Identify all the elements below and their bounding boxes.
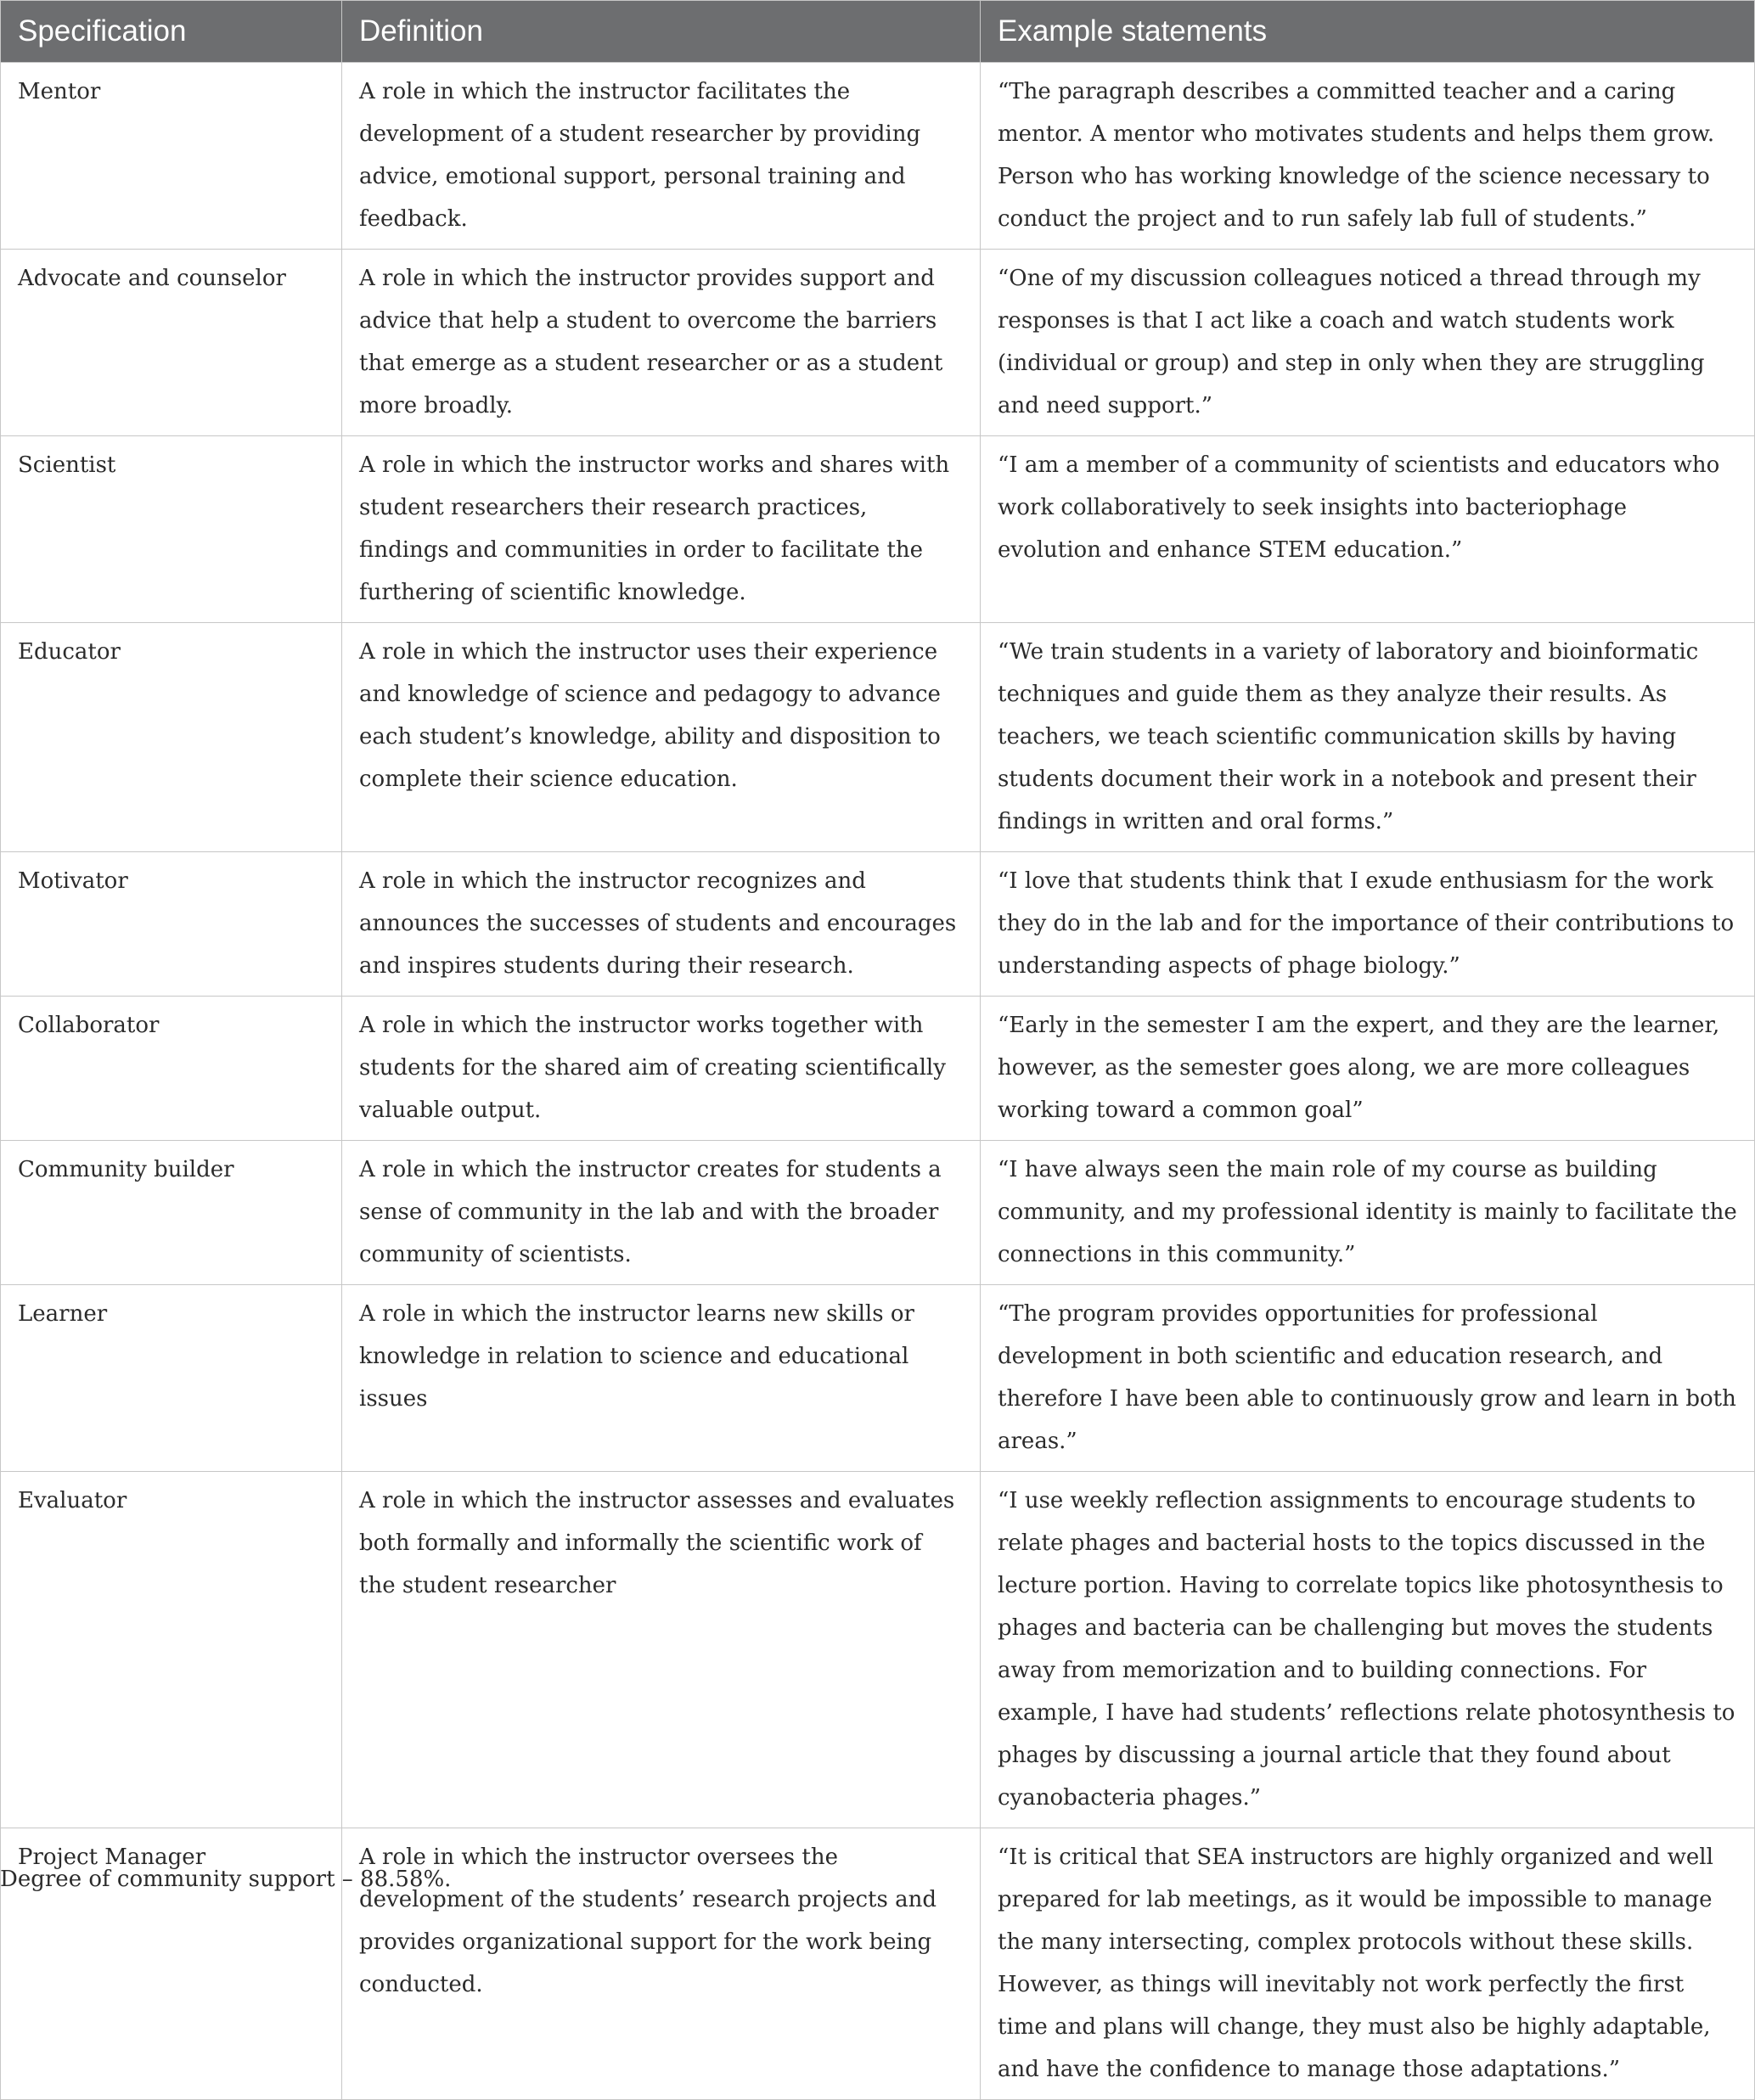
table-body	[1, 63, 1755, 2100]
table-row	[1, 63, 1755, 250]
cell-example: “I have always seen the main role of my course as building community, and my professional identity is mainly to facilitate the connections in this community.”	[981, 1141, 1755, 1285]
table-row	[1, 1141, 1755, 1285]
table-row	[1, 250, 1755, 436]
cell-specification: Community builder	[1, 1141, 342, 1285]
cell-example: “I am a member of a community of scientists and educators who work collaboratively to seek insights into bacteriophage evolution and enhance STEM education.”	[981, 436, 1755, 623]
cell-specification: Motivator	[1, 852, 342, 997]
cell-definition: A role in which the instructor provides support and advice that help a student to overcome the barriers that emerge as a student researcher or as a student more broadly.	[342, 250, 981, 436]
cell-definition: A role in which the instructor facilitates the development of a student researcher by providing advice, emotional support, personal training and feedback.	[342, 63, 981, 250]
cell-definition: A role in which the instructor creates for students a sense of community in the lab and with the broader community of scientists.	[342, 1141, 981, 1285]
cell-definition: A role in which the instructor works together with students for the shared aim of creating scientifically valuable output.	[342, 997, 981, 1141]
cell-example: “One of my discussion colleagues noticed a thread through my responses is that I act like a coach and watch students work (individual or group) and step in only when they are struggling and need support.”	[981, 250, 1755, 436]
table-row	[1, 852, 1755, 997]
header-example-statements: Example statements	[981, 1, 1755, 63]
cell-specification: Scientist	[1, 436, 342, 623]
cell-example: “I love that students think that I exude enthusiasm for the work they do in the lab and for the importance of their contributions to understanding aspects of phage biology.”	[981, 852, 1755, 997]
header-definition: Definition	[342, 1, 981, 63]
cell-example: “We train students in a variety of laboratory and bioinformatic techniques and guide them as they analyze their results. As teachers, we teach scientific communication skills by having students document their work in a notebook and present their findings in written and oral forms.”	[981, 623, 1755, 852]
cell-specification: Mentor	[1, 63, 342, 250]
table-row	[1, 1285, 1755, 1472]
cell-specification: Educator	[1, 623, 342, 852]
table-header	[1, 1, 1755, 63]
cell-specification: Evaluator	[1, 1472, 342, 1828]
cell-specification: Project Manager	[1, 1828, 342, 2100]
cell-definition: A role in which the instructor recognizes and announces the successes of students and encourages and inspires students during their research.	[342, 852, 981, 997]
table-footnote: Degree of community support – 88.58%.	[0, 1867, 452, 1892]
cell-example: “Early in the semester I am the expert, and they are the learner, however, as the semester goes along, we are more colleagues working toward a common goal”	[981, 997, 1755, 1141]
table-row	[1, 1472, 1755, 1828]
header-row	[1, 1, 1755, 63]
cell-example: “It is critical that SEA instructors are highly organized and well prepared for lab meetings, as it would be impossible to manage the many intersecting, complex protocols without these skills. However, as things will inevitably not work perfectly the first time and plans will change, they must also be highly adaptable, and have the confidence to manage those adaptations.”	[981, 1828, 1755, 2100]
cell-definition: A role in which the instructor uses their experience and knowledge of science and pedagogy to advance each student’s knowledge, ability and disposition to complete their science education.	[342, 623, 981, 852]
cell-example: “The program provides opportunities for professional development in both scientific and education research, and therefore I have been able to continuously grow and learn in both areas.”	[981, 1285, 1755, 1472]
table-row	[1, 997, 1755, 1141]
cell-specification: Collaborator	[1, 997, 342, 1141]
table-row	[1, 436, 1755, 623]
cell-definition: A role in which the instructor works and shares with student researchers their research practices, findings and communities in order to facilitate the furthering of scientific knowledge.	[342, 436, 981, 623]
cell-example: “I use weekly reflection assignments to encourage students to relate phages and bacterial hosts to the topics discussed in the lecture portion. Having to correlate topics like photosynthesis to phages and bacteria can be challenging but moves the students away from memorization and to building connections. For example, I have had students’ reflections relate photosynthesis to phages by discussing a journal article that they found about cyanobacteria phages.”	[981, 1472, 1755, 1828]
cell-specification: Advocate and counselor	[1, 250, 342, 436]
cell-specification: Learner	[1, 1285, 342, 1472]
table-row	[1, 623, 1755, 852]
header-specification: Specification	[1, 1, 342, 63]
cell-definition: A role in which the instructor assesses and evaluates both formally and informally the scientific work of the student researcher	[342, 1472, 981, 1828]
cell-definition: A role in which the instructor learns new skills or knowledge in relation to science and educational issues	[342, 1285, 981, 1472]
cell-example: “The paragraph describes a committed teacher and a caring mentor. A mentor who motivates students and helps them grow. Person who has working knowledge of the science necessary to conduct the project and to run safely lab full of students.”	[981, 63, 1755, 250]
cell-definition: A role in which the instructor oversees the development of the students’ research projects and provides organizational support for the work being conducted.	[342, 1828, 981, 2100]
